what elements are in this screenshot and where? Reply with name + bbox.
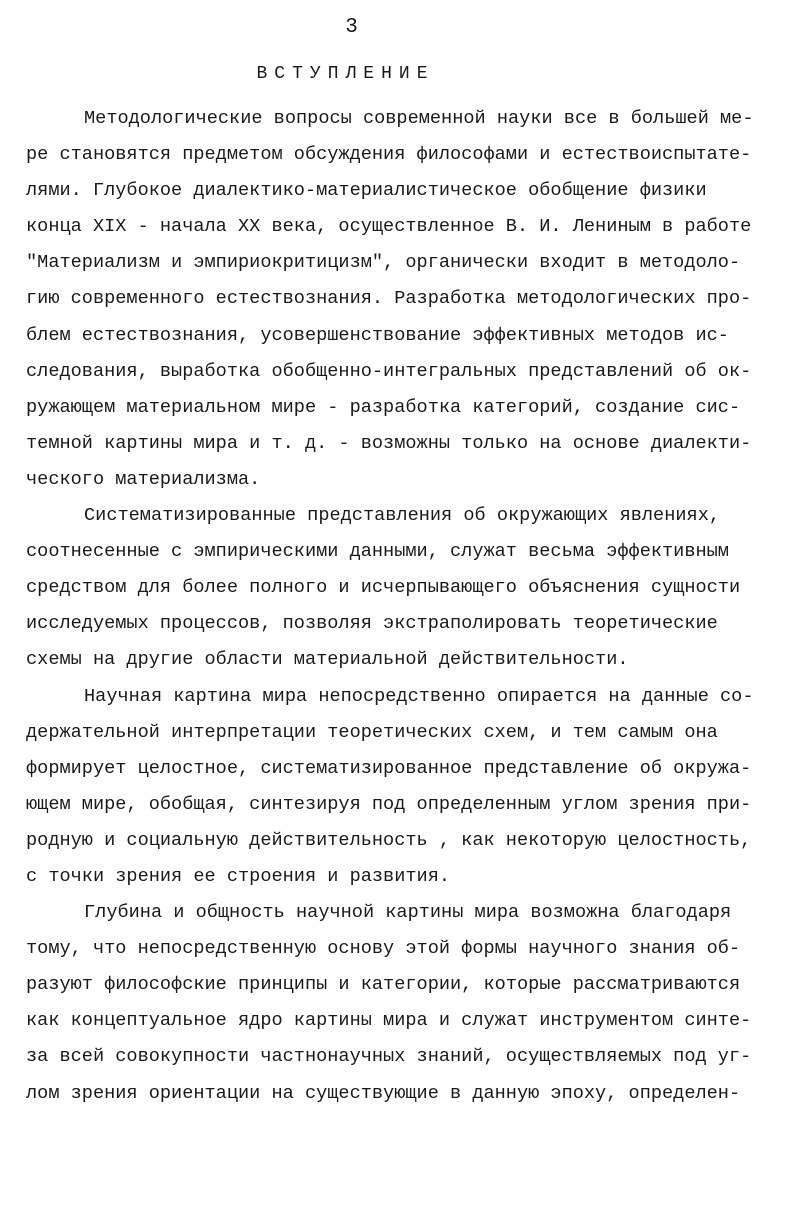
text-line: "Материализм и эмпириокритицизм", органически входит в методоло- (26, 252, 741, 274)
text-line: темной картины мира и т. д. - возможны только на основе диалекти- (26, 432, 752, 454)
text-line: Систематизированные представления об окружающих явлениях, (84, 505, 721, 527)
text-line: гию современного естествознания. Разработка методологических про- (26, 288, 752, 310)
text-line: блем естествознания, усовершенствование эффективных методов ис- (26, 324, 729, 346)
text-line: конца XIX - начала XX века, осуществленное В. И. Лениным в работе (26, 216, 752, 238)
text-line: родную и социальную действительность , как некоторую целостность, (26, 829, 752, 851)
text-line: схемы на другие области материальной действительности. (26, 649, 629, 671)
text-line: держательной интерпретации теоретических схем, и тем самым она (26, 721, 718, 743)
text-line: Научная картина мира непосредственно опирается на данные со- (84, 685, 754, 707)
text-line: ре становятся предметом обсуждения философами и естествоиспытате- (26, 144, 752, 166)
text-line: средством для более полного и исчерпывающего объяснения сущности (26, 577, 741, 599)
text-line: Глубина и общность научной картины мира возможна благодаря (84, 902, 732, 924)
paragraph (26, 101, 756, 498)
text-line: лом зрения ориентации на существующие в данную эпоху, определен- (26, 1082, 741, 1104)
text-line: следования, выработка обобщенно-интегральных представлений об ок- (26, 360, 752, 382)
text-line: за всей совокупности частнонаучных знаний, осуществляемых под уг- (26, 1046, 752, 1068)
text-line: ческого материализма. (26, 468, 261, 490)
body-text (26, 101, 756, 1112)
text-line: соотнесенные с эмпирическими данными, служат весьма эффективным (26, 541, 729, 563)
page-title: ВСТУПЛЕНИЕ (256, 64, 435, 84)
paragraph (26, 679, 756, 896)
text-line: с точки зрения ее строения и развития. (26, 865, 451, 887)
paragraph (26, 498, 756, 678)
text-line: разуют философские принципы и категории, которые рассматриваются (26, 974, 741, 996)
text-line: тому, что непосредственную основу этой формы научного знания об- (26, 938, 741, 960)
text-line: Методологические вопросы современной науки все в большей ме- (84, 108, 754, 129)
paragraph (26, 895, 756, 1112)
text-line: ружающем материальном мире - разработка категорий, создание сис- (26, 396, 741, 418)
page-number: 3 (345, 16, 358, 39)
text-line: формирует целостное, систематизированное представление об окружа- (26, 757, 752, 779)
text-line: ющем мире, обобщая, синтезируя под определенным углом зрения при- (26, 793, 752, 815)
text-line: лями. Глубокое диалектико-материалистическое обобщение физики (26, 180, 707, 202)
text-line: как концептуальное ядро картины мира и служат инструментом синте- (26, 1010, 752, 1032)
text-line: исследуемых процессов, позволяя экстраполировать теоретические (26, 613, 718, 635)
